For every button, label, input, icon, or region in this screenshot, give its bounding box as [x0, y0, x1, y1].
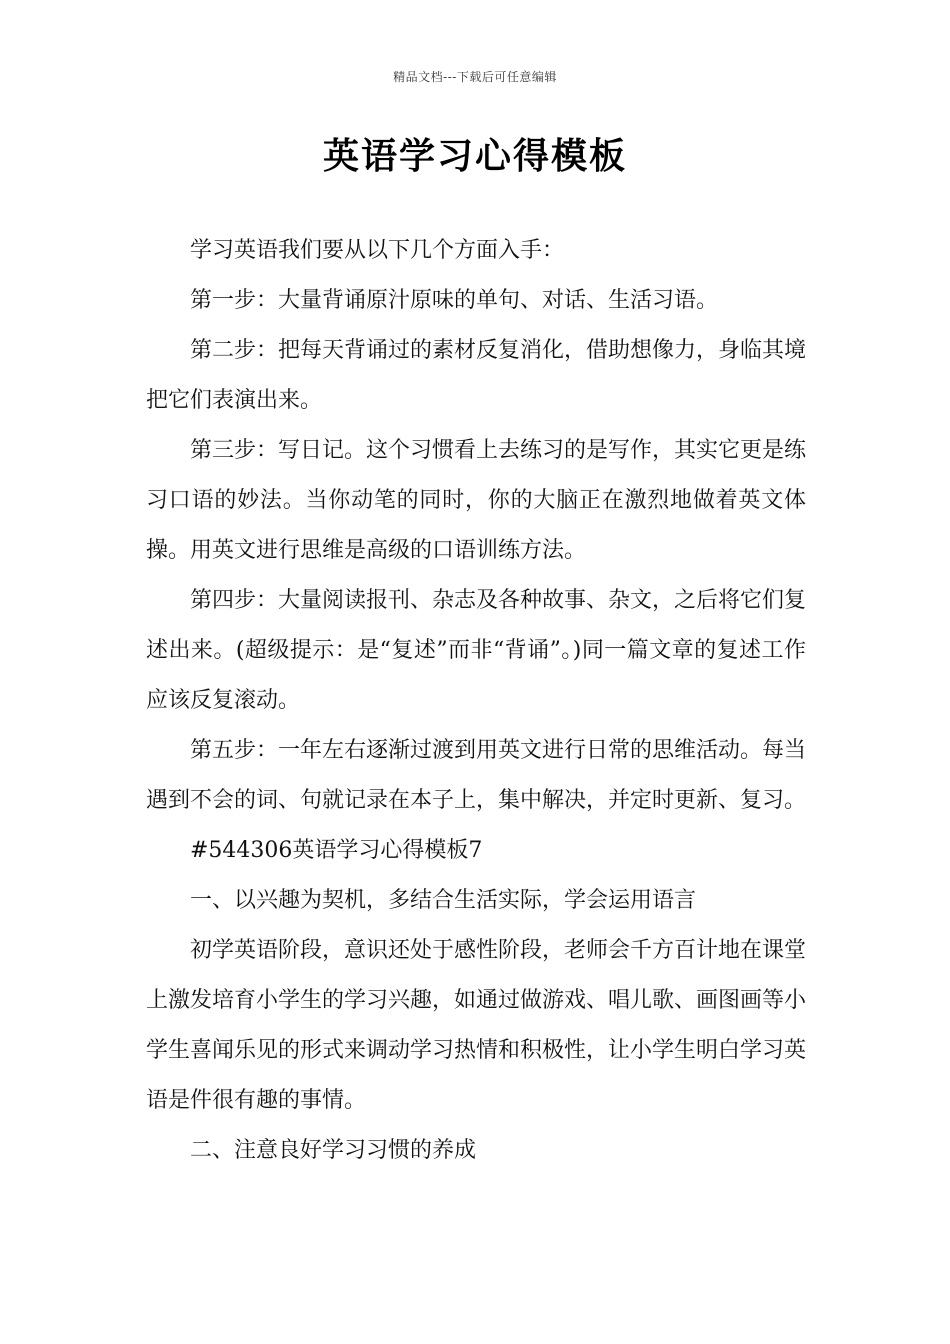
- paragraph-intro: 学习英语我们要从以下几个方面入手：: [190, 238, 565, 263]
- paragraph-step-5: 第五步：一年左右逐渐过渡到用英文进行日常的思维活动。每当遇到不会的词、句就记录在本子上，集中解决，并定时更新、复习。: [146, 738, 807, 813]
- paragraph-step-1: 第一步：大量背诵原汁原味的单句、对话、生活习语。: [190, 288, 719, 313]
- document-title: 英语学习心得模板: [322, 136, 627, 177]
- document-body: [146, 226, 806, 1176]
- paragraph-body-1: 初学英语阶段，意识还处于感性阶段，老师会千方百计地在课堂上激发培育小学生的学习兴趣，如通过做游戏、唱儿歌、画图画等小学生喜闻乐见的形式来调动学习热情和积极性，让小学生明白学习英语是件很有趣的事情。: [146, 938, 807, 1113]
- paragraph-step-3: 第三步：写日记。这个习惯看上去练习的是写作，其实它更是练习口语的妙法。当你动笔的同时，你的大脑正在激烈地做着英文体操。用英文进行思维是高级的口语训练方法。: [146, 438, 807, 563]
- paragraph-heading-2: 二、注意良好学习习惯的养成: [190, 1138, 477, 1163]
- paragraph-step-2: 第二步：把每天背诵过的素材反复消化，借助想像力，身临其境把它们表演出来。: [146, 338, 807, 413]
- paragraph-step-4: 第四步：大量阅读报刊、杂志及各种故事、杂文，之后将它们复述出来。(超级提示：是“复述”而非“背诵”。)同一篇文章的复述工作应该反复滚动。: [146, 588, 807, 713]
- paragraph-section-id: #544306英语学习心得模板7: [190, 838, 483, 863]
- paragraph-heading-1: 一、以兴趣为契机，多结合生活实际，学会运用语言: [190, 888, 697, 913]
- header-note: 精品文档---下载后可任意编辑: [393, 70, 557, 84]
